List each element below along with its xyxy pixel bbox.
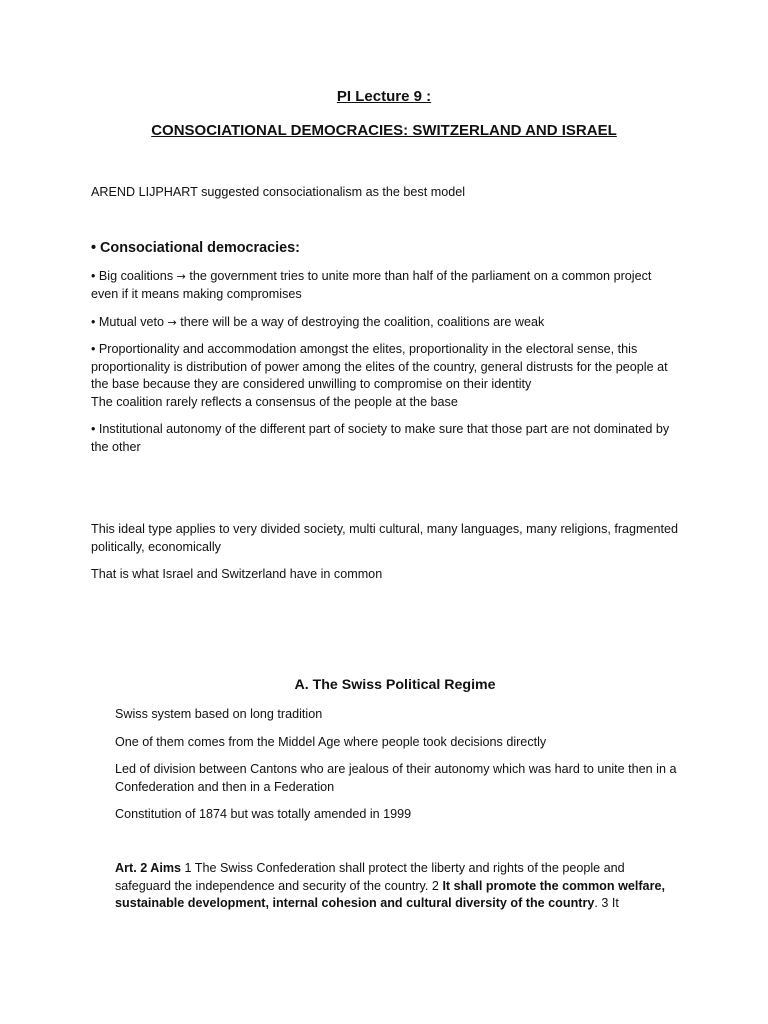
lecture-title: PI Lecture 9 :: [336, 88, 432, 105]
arrow-right-icon: →: [176, 270, 186, 283]
article-2-label: Art. 2 Aims: [115, 861, 182, 875]
ideal-type-text: This ideal type applies to very divided society, multi cultural, many languages, many religions, fragmented politically, economically: [91, 522, 679, 554]
bullet-mutual-veto: [91, 314, 681, 332]
proportionality-note: The coalition rarely reflects a consensus of the people at the base: [91, 395, 458, 409]
bullet-big-coalitions: [91, 268, 681, 303]
arrow-right-icon: →: [167, 316, 177, 329]
article-2-bold-text: It shall promote the common welfare, sustainable development, internal cohesion and cultural diversity of the country: [115, 878, 665, 911]
article-2-text-1: 1 The Swiss Confederation shall protect the liberty and rights of the people and safeguard the independence and security of the country. 2: [115, 861, 625, 893]
bullet-mutual-veto-label: • Mutual veto: [91, 315, 165, 329]
swiss-line-2: One of them comes from the Middel Age where people took decisions directly: [115, 735, 547, 749]
article-2-text-2: . 3 It: [594, 896, 619, 911]
bullet-proportionality: • Proportionality and accommodation amongst the elites, proportionality in the electoral sense, this proportionality is distribution of power among the elites of the country, general distrusts for the people at the base because they are considered unwilling to compromise on their identity: [91, 342, 668, 392]
swiss-line-1: Swiss system based on long tradition: [115, 707, 323, 721]
bullet-big-coalitions-text: the government tries to unite more than half of the parliament on a common project even if it means making compromises: [91, 269, 652, 301]
consociational-heading: • Consociational democracies:: [91, 240, 300, 256]
section-a-heading: A. The Swiss Political Regime: [294, 677, 496, 693]
article-2-aims: [115, 860, 680, 913]
common-text: That is what Israel and Switzerland have in common: [91, 567, 383, 581]
swiss-line-3: Led of division between Cantons who are jealous of their autonomy which was hard to unite then in a Confederation and then in a Federation: [115, 762, 677, 794]
intro-text: AREND LIJPHART suggested consociationalism as the best model: [91, 185, 466, 199]
swiss-line-4: Constitution of 1874 but was totally amended in 1999: [115, 807, 412, 821]
bullet-mutual-veto-text: there will be a way of destroying the coalition, coalitions are weak: [180, 315, 545, 329]
bullet-big-coalitions-label: • Big coalitions: [91, 269, 174, 283]
bullet-institutional-autonomy: • Institutional autonomy of the different part of society to make sure that those part are not dominated by the other: [91, 422, 670, 454]
lecture-subtitle: CONSOCIATIONAL DEMOCRACIES: SWITZERLAND AND ISRAEL: [151, 122, 617, 139]
